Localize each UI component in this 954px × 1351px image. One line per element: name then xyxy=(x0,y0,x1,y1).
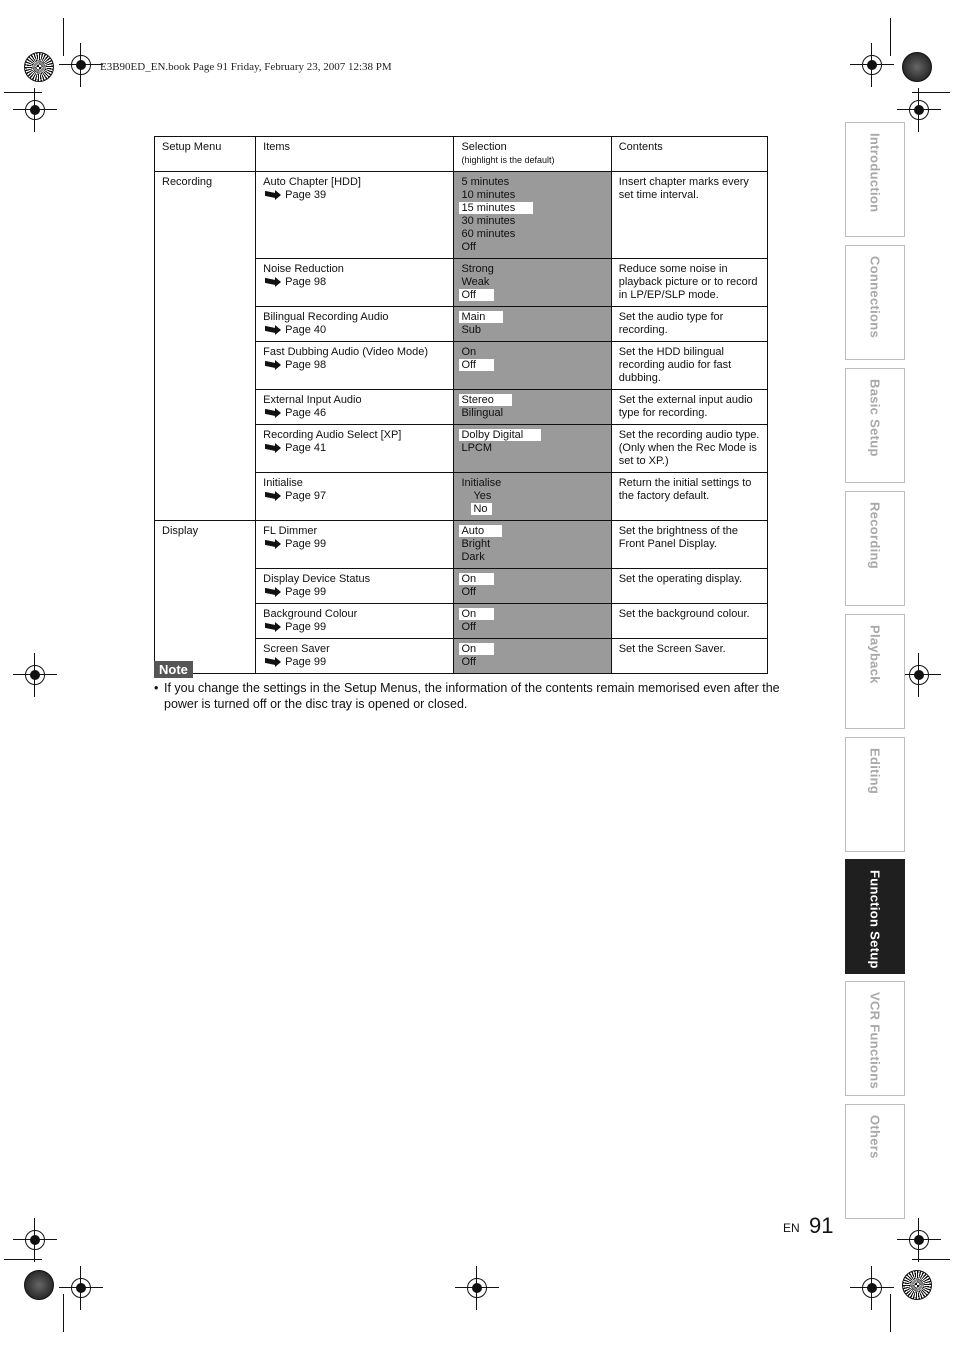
contents-cell: Set the external input audio type for recording. xyxy=(611,390,767,425)
option: Bright xyxy=(461,538,491,550)
item-cell xyxy=(256,390,454,425)
table-row xyxy=(155,172,768,259)
table-row xyxy=(155,425,768,473)
tab-vcr-functions[interactable]: VCR Functions xyxy=(845,981,905,1096)
option-default: On xyxy=(461,573,603,586)
item-cell xyxy=(256,569,454,604)
selection-cell xyxy=(454,390,611,425)
trim-line xyxy=(912,92,950,93)
table-row xyxy=(155,307,768,342)
page-reference: Page 99 xyxy=(263,538,446,551)
setup-menu-cell: Recording xyxy=(155,172,256,259)
page-reference: Page 41 xyxy=(263,442,446,455)
item-name: Initialise xyxy=(263,477,303,489)
option: Off xyxy=(461,621,476,633)
option: 60 minutes xyxy=(461,228,516,240)
option: Bilingual xyxy=(461,407,504,419)
page-ref-arrow-icon xyxy=(265,277,281,286)
registration-mark xyxy=(59,43,103,87)
tab-editing[interactable]: Editing xyxy=(845,737,905,852)
table-row xyxy=(155,259,768,307)
page-reference: Page 97 xyxy=(263,490,446,503)
header-setup-menu: Setup Menu xyxy=(155,137,256,172)
item-cell xyxy=(256,604,454,639)
color-registration-wheel xyxy=(902,1270,932,1300)
item-name: Noise Reduction xyxy=(263,263,344,275)
setup-menu-cell xyxy=(155,259,256,307)
page-reference: Page 99 xyxy=(263,586,446,599)
trim-line xyxy=(890,18,891,56)
option: On xyxy=(461,346,477,358)
registration-mark xyxy=(13,1218,57,1262)
selection-cell xyxy=(454,259,611,307)
setup-menu-cell xyxy=(155,604,256,639)
page-reference: Page 39 xyxy=(263,189,446,202)
registration-mark xyxy=(13,88,57,132)
item-name: Bilingual Recording Audio xyxy=(263,311,389,323)
trim-line xyxy=(912,1259,950,1260)
table-row xyxy=(155,639,768,674)
page-reference: Page 46 xyxy=(263,407,446,420)
setup-menu-cell xyxy=(155,342,256,390)
option-default: Main xyxy=(461,311,603,324)
page-ref-arrow-icon xyxy=(265,539,281,548)
header-selection-note: (highlight is the default) xyxy=(461,155,555,165)
page-ref-arrow-icon xyxy=(265,587,281,596)
option-default: On xyxy=(461,608,603,621)
page-ref-arrow-icon xyxy=(265,622,281,631)
setup-menu-cell: Display xyxy=(155,521,256,569)
note-label: Note xyxy=(154,661,193,678)
table-header-row xyxy=(155,137,768,172)
item-cell xyxy=(256,639,454,674)
selection-cell xyxy=(454,342,611,390)
color-registration-wheel xyxy=(24,1270,54,1300)
header-selection-label: Selection xyxy=(461,141,507,153)
page-ref-arrow-icon xyxy=(265,190,281,199)
page-reference: Page 99 xyxy=(263,656,446,669)
selection-cell xyxy=(454,604,611,639)
option: Off xyxy=(461,586,476,598)
trim-line xyxy=(63,18,64,56)
item-cell xyxy=(256,307,454,342)
setup-menu-cell xyxy=(155,307,256,342)
selection-cell xyxy=(454,172,611,259)
header-selection xyxy=(454,137,611,172)
selection-cell xyxy=(454,521,611,569)
language-code: EN xyxy=(783,1221,800,1235)
contents-cell: Set the brightness of the Front Panel Display. xyxy=(611,521,767,569)
page-reference: Page 98 xyxy=(263,359,446,372)
option: 30 minutes xyxy=(461,215,516,227)
option: 5 minutes xyxy=(461,176,510,188)
tab-introduction[interactable]: Introduction xyxy=(845,122,905,237)
page-ref-arrow-icon xyxy=(265,657,281,666)
option: Off xyxy=(461,241,476,253)
tab-connections[interactable]: Connections xyxy=(845,245,905,360)
color-registration-wheel xyxy=(24,52,54,82)
contents-cell: Set the Screen Saver. xyxy=(611,639,767,674)
trim-line xyxy=(4,1259,42,1260)
color-registration-wheel xyxy=(902,52,932,82)
item-cell xyxy=(256,342,454,390)
item-name: Auto Chapter [HDD] xyxy=(263,176,361,188)
header-items: Items xyxy=(256,137,454,172)
tab-function-setup[interactable]: Function Setup xyxy=(845,859,905,974)
note-text xyxy=(154,680,814,712)
table-row xyxy=(155,604,768,639)
setup-menu-cell xyxy=(155,425,256,473)
item-name: Fast Dubbing Audio (Video Mode) xyxy=(263,346,429,358)
page-number: 91 xyxy=(809,1213,834,1238)
page-ref-arrow-icon xyxy=(265,408,281,417)
page-reference: Page 99 xyxy=(263,621,446,634)
selection-cell xyxy=(454,473,611,521)
table-row xyxy=(155,521,768,569)
item-name: Display Device Status xyxy=(263,573,371,585)
tab-recording[interactable]: Recording xyxy=(845,491,905,606)
trim-line xyxy=(890,1294,891,1332)
bullet-icon: • xyxy=(154,681,159,695)
option-default: Dolby Digital xyxy=(461,429,603,442)
item-cell xyxy=(256,425,454,473)
book-header-line: E3B90ED_EN.book Page 91 Friday, February 23, 2007 12:38 PM xyxy=(100,61,392,73)
trim-line xyxy=(4,92,42,93)
tab-playback[interactable]: Playback xyxy=(845,614,905,729)
page-ref-arrow-icon xyxy=(265,491,281,500)
item-name: Recording Audio Select [XP] xyxy=(263,429,402,441)
option-default: On xyxy=(461,643,603,656)
contents-cell: Insert chapter marks every set time interval. xyxy=(611,172,767,259)
table-row xyxy=(155,342,768,390)
option: Initialise xyxy=(461,477,502,489)
registration-mark xyxy=(455,1266,499,1310)
page-ref-arrow-icon xyxy=(265,325,281,334)
page-reference: Page 40 xyxy=(263,324,446,337)
option-default: Stereo xyxy=(461,394,603,407)
option: Yes xyxy=(473,490,492,502)
option-default: Off xyxy=(461,359,603,372)
contents-cell: Return the initial settings to the factory default. xyxy=(611,473,767,521)
contents-cell: Set the operating display. xyxy=(611,569,767,604)
contents-cell: Reduce some noise in playback picture or to record in LP/EP/SLP mode. xyxy=(611,259,767,307)
option-default: Auto xyxy=(461,525,603,538)
selection-cell xyxy=(454,425,611,473)
option: Strong xyxy=(461,263,494,275)
registration-mark xyxy=(850,1266,894,1310)
item-cell xyxy=(256,473,454,521)
table-row xyxy=(155,569,768,604)
item-name: Background Colour xyxy=(263,608,358,620)
page-ref-arrow-icon xyxy=(265,360,281,369)
setup-menu-cell xyxy=(155,569,256,604)
option-default: No xyxy=(461,503,603,516)
item-name: FL Dimmer xyxy=(263,525,318,537)
registration-mark xyxy=(897,1218,941,1262)
registration-mark xyxy=(13,653,57,697)
option-default: Off xyxy=(461,289,603,302)
option: Off xyxy=(461,656,476,668)
contents-cell: Set the background colour. xyxy=(611,604,767,639)
setup-menu-table xyxy=(154,136,768,674)
contents-cell: Set the audio type for recording. xyxy=(611,307,767,342)
selection-cell xyxy=(454,307,611,342)
registration-mark xyxy=(850,43,894,87)
option: 10 minutes xyxy=(461,189,516,201)
item-name: Screen Saver xyxy=(263,643,330,655)
tab-others[interactable]: Others xyxy=(845,1104,905,1219)
option: Dark xyxy=(461,551,485,563)
registration-mark xyxy=(59,1266,103,1310)
contents-cell: Set the recording audio type. (Only when the Rec Mode is set to XP.) xyxy=(611,425,767,473)
contents-cell: Set the HDD bilingual recording audio for fast dubbing. xyxy=(611,342,767,390)
option: Sub xyxy=(461,324,482,336)
option: LPCM xyxy=(461,442,493,454)
tab-basic-setup[interactable]: Basic Setup xyxy=(845,368,905,483)
option: Weak xyxy=(461,276,490,288)
item-cell xyxy=(256,259,454,307)
selection-cell xyxy=(454,639,611,674)
item-cell xyxy=(256,521,454,569)
header-contents: Contents xyxy=(611,137,767,172)
table-row xyxy=(155,473,768,521)
item-cell xyxy=(256,172,454,259)
setup-menu-cell xyxy=(155,473,256,521)
table-row xyxy=(155,390,768,425)
page-reference: Page 98 xyxy=(263,276,446,289)
selection-cell xyxy=(454,569,611,604)
note-body: If you change the settings in the Setup Menus, the information of the contents remain memorised even after the power is turned off or the disc tray is opened or closed. xyxy=(164,681,780,711)
setup-menu-cell xyxy=(155,390,256,425)
option-default: 15 minutes xyxy=(461,202,603,215)
item-name: External Input Audio xyxy=(263,394,362,406)
trim-line xyxy=(63,1294,64,1332)
page-ref-arrow-icon xyxy=(265,443,281,452)
